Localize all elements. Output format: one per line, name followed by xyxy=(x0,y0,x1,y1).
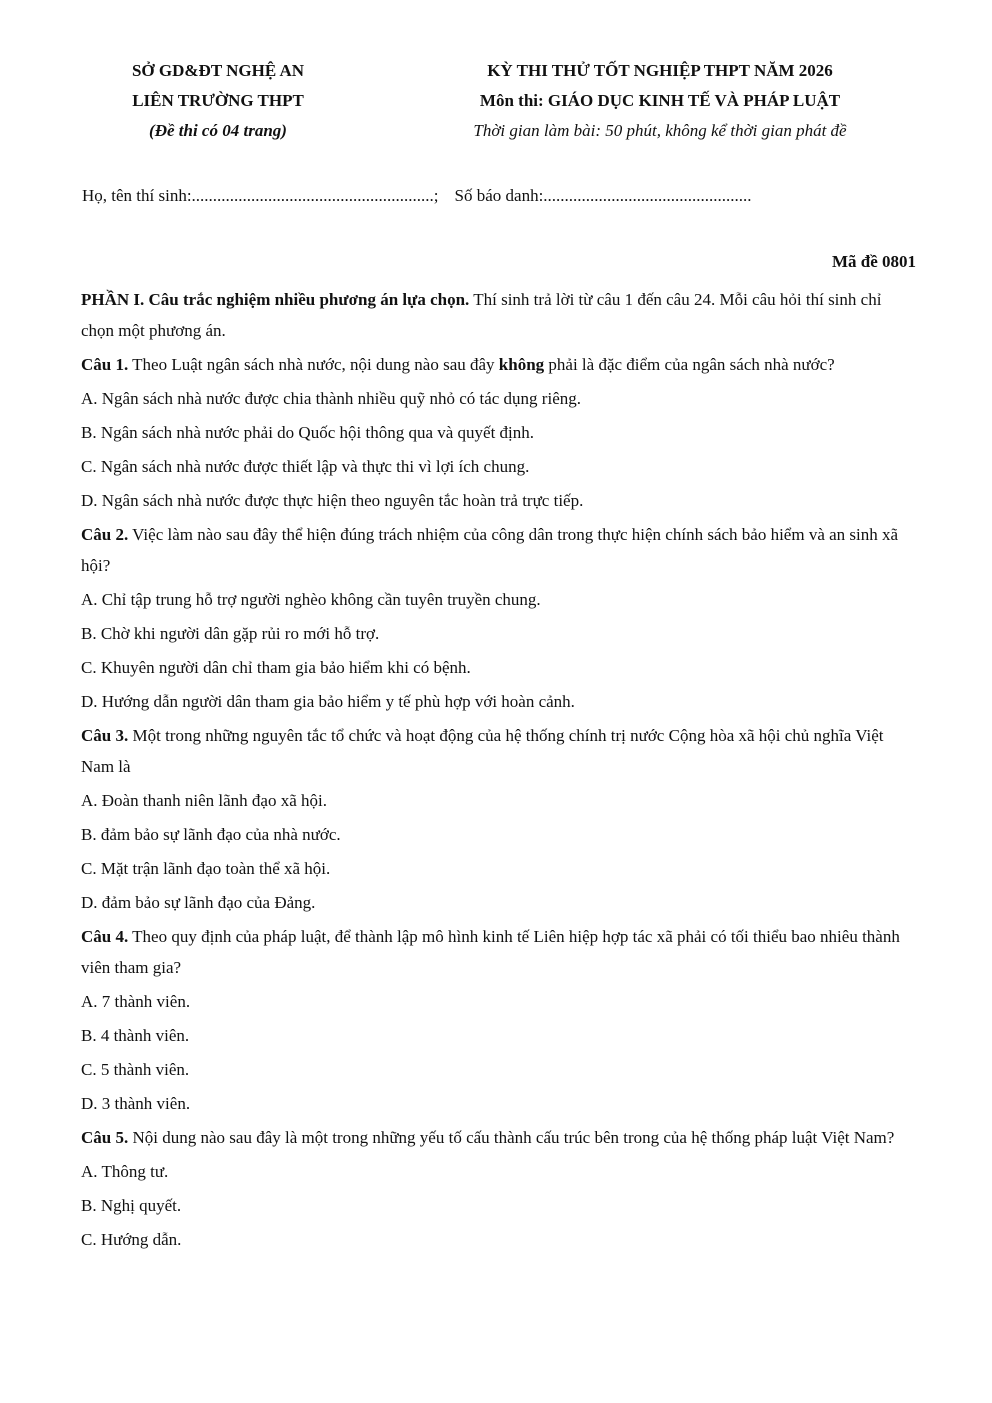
candidate-name-field: Họ, tên thí sinh:.........................................................; xyxy=(82,186,439,205)
page-count-note: (Đề thi có 04 trang) xyxy=(149,121,287,140)
answer-option: B. 4 thành viên. xyxy=(81,1026,190,1045)
question-4 xyxy=(81,921,917,983)
answer-option: C. Mặt trận lãnh đạo toàn thể xã hội. xyxy=(81,859,331,878)
question-3 xyxy=(81,720,917,782)
answer-option: C. Ngân sách nhà nước được thiết lập và thực thi vì lợi ích chung. xyxy=(81,457,530,476)
answer-option: A. Ngân sách nhà nước được chia thành nhiều quỹ nhỏ có tác dụng riêng. xyxy=(81,389,581,408)
answer-option: A. Đoàn thanh niên lãnh đạo xã hội. xyxy=(81,791,327,810)
answer-option: C. Khuyên người dân chỉ tham gia bảo hiểm khi có bệnh. xyxy=(81,658,471,677)
department-name: SỞ GD&ĐT NGHỆ AN xyxy=(131,61,305,80)
answer-option: B. Ngân sách nhà nước phải do Quốc hội thông qua và quyết định. xyxy=(81,423,535,442)
question-5 xyxy=(81,1122,917,1153)
answer-option: A. Chỉ tập trung hỗ trợ người nghèo không cần tuyên truyền chung. xyxy=(81,590,541,609)
question-emphasis: không xyxy=(498,355,545,374)
question-label: Câu 4. xyxy=(81,927,129,946)
exam-title: KỲ THI THỬ TỐT NGHIỆP THPT NĂM 2026 xyxy=(487,61,833,80)
answer-option: A. 7 thành viên. xyxy=(81,992,191,1011)
candidate-info xyxy=(82,186,752,206)
exam-content xyxy=(81,284,917,1258)
school-header xyxy=(88,56,348,146)
answer-option: C. 5 thành viên. xyxy=(81,1060,190,1079)
school-name: LIÊN TRƯỜNG THPT xyxy=(132,91,304,110)
answer-option: B. Nghị quyết. xyxy=(81,1196,182,1215)
question-text: Một trong những nguyên tắc tổ chức và hoạt động của hệ thống chính trị nước Cộng hòa xã hội chủ nghĩa Việt Nam là xyxy=(81,726,884,776)
question-label: Câu 1. xyxy=(81,355,129,374)
section-instructions xyxy=(81,284,917,346)
question-label: Câu 5. xyxy=(81,1128,129,1147)
exam-code: Mã đề 0801 xyxy=(831,252,916,271)
candidate-id-field: Số báo danh:................................................. xyxy=(454,186,752,205)
answer-option: A. Thông tư. xyxy=(81,1162,169,1181)
answer-option: B. đảm bảo sự lãnh đạo của nhà nước. xyxy=(81,825,341,844)
question-text: Nội dung nào sau đây là một trong những yếu tố cấu thành cấu trúc bên trong của hệ thống pháp luật Việt Nam? xyxy=(128,1128,895,1147)
section-instructions-text: Thí sinh trả lời từ câu 1 đến câu 24. Mỗi câu hỏi thí sinh chỉ chọn một phương án. xyxy=(81,290,882,340)
question-text: Theo quy định của pháp luật, để thành lập mô hình kinh tế Liên hiệp hợp tác xã phải có tối thiểu bao nhiêu thành viên tham gia? xyxy=(81,927,900,977)
exam-duration: Thời gian làm bài: 50 phút, không kể thời gian phát đề xyxy=(473,121,847,140)
section-title: PHẦN I. Câu trắc nghiệm nhiều phương án lựa chọn. xyxy=(81,290,470,309)
exam-subject: Môn thi: GIÁO DỤC KINH TẾ VÀ PHÁP LUẬT xyxy=(479,91,841,110)
answer-option: D. 3 thành viên. xyxy=(81,1094,191,1113)
question-text-continued: phải là đặc điểm của ngân sách nhà nước? xyxy=(544,355,835,374)
answer-option: D. đảm bảo sự lãnh đạo của Đảng. xyxy=(81,893,316,912)
exam-header xyxy=(420,56,900,146)
answer-option: B. Chờ khi người dân gặp rủi ro mới hỗ trợ. xyxy=(81,624,380,643)
question-text: Theo Luật ngân sách nhà nước, nội dung nào sau đây xyxy=(128,355,499,374)
answer-option: D. Hướng dẫn người dân tham gia bảo hiểm y tế phù hợp với hoàn cảnh. xyxy=(81,692,575,711)
question-label: Câu 3. xyxy=(81,726,129,745)
question-label: Câu 2. xyxy=(81,525,129,544)
question-text: Việc làm nào sau đây thể hiện đúng trách nhiệm của công dân trong thực hiện chính sách bảo hiểm và an sinh xã hội? xyxy=(81,525,899,575)
question-1 xyxy=(81,349,917,380)
question-list xyxy=(81,349,917,1255)
answer-option: C. Hướng dẫn. xyxy=(81,1230,182,1249)
question-2 xyxy=(81,519,917,581)
answer-option: D. Ngân sách nhà nước được thực hiện theo nguyên tắc hoàn trả trực tiếp. xyxy=(81,491,584,510)
